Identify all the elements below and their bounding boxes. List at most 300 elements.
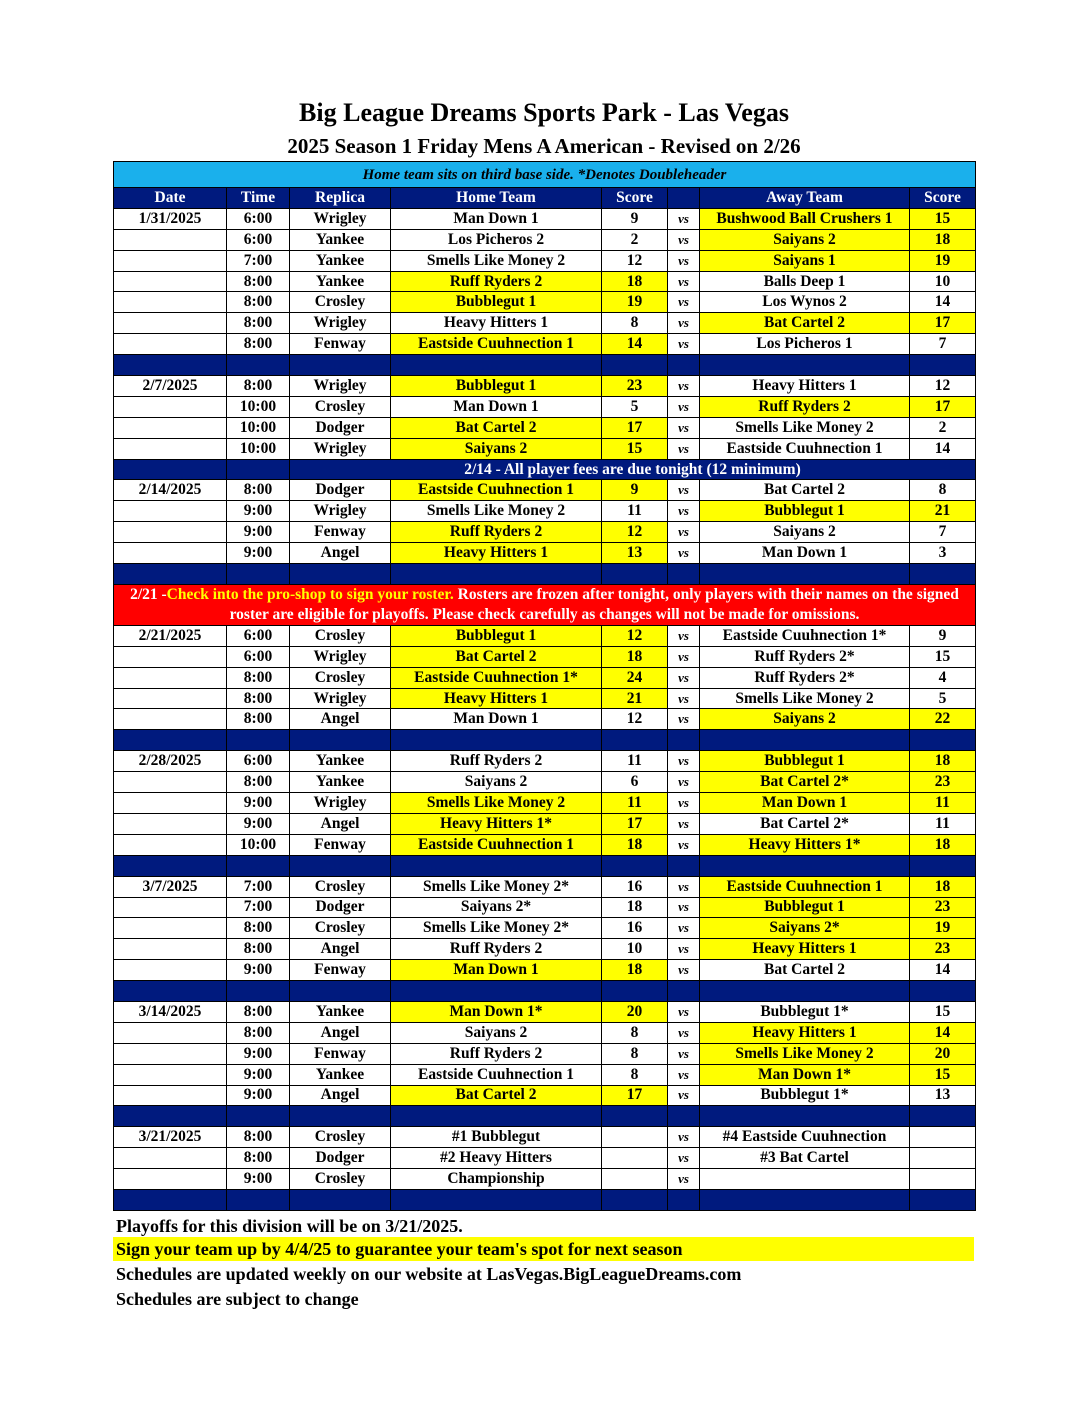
away-score: 3: [910, 543, 976, 564]
separator-cell: [910, 355, 976, 376]
away-team: Heavy Hitters 1: [700, 376, 910, 397]
away-team: #3 Bat Cartel: [700, 1148, 910, 1169]
away-team: Bubblegut 1*: [700, 1001, 910, 1022]
away-score: 23: [910, 772, 976, 793]
game-date: [114, 813, 227, 834]
away-team: Smells Like Money 2: [700, 417, 910, 438]
field-replica: Angel: [290, 543, 391, 564]
field-replica: Yankee: [290, 751, 391, 772]
away-team: Saiyans 1: [700, 250, 910, 271]
separator-cell: [910, 1189, 976, 1210]
versus-label: vs: [668, 709, 700, 730]
away-score: 10: [910, 271, 976, 292]
separator-cell: [700, 855, 910, 876]
separator-cell: [290, 730, 391, 751]
home-team: Man Down 1: [391, 960, 602, 981]
separator-cell: [227, 855, 290, 876]
info-banner: [114, 162, 976, 188]
field-replica: Crosley: [290, 292, 391, 313]
versus-label: vs: [668, 625, 700, 646]
home-score: 11: [602, 793, 668, 814]
versus-label: vs: [668, 1148, 700, 1169]
away-team: Bubblegut 1: [700, 751, 910, 772]
home-team: Man Down 1: [391, 396, 602, 417]
versus-label: vs: [668, 960, 700, 981]
versus-label: vs: [668, 271, 700, 292]
away-score: 7: [910, 334, 976, 355]
away-score: 17: [910, 396, 976, 417]
game-time: 8:00: [227, 772, 290, 793]
col-time: Time: [227, 188, 290, 209]
home-team: Championship: [391, 1169, 602, 1190]
versus-label: vs: [668, 751, 700, 772]
game-date: [114, 1022, 227, 1043]
footer-website: Schedules are updated weekly on our website at LasVegas.BigLeagueDreams.com: [116, 1264, 742, 1284]
separator-cell: [700, 1189, 910, 1210]
separator-cell: [602, 855, 668, 876]
versus-label: vs: [668, 543, 700, 564]
away-team: Saiyans 2: [700, 229, 910, 250]
field-replica: Yankee: [290, 1064, 391, 1085]
field-replica: Yankee: [290, 229, 391, 250]
field-replica: Crosley: [290, 625, 391, 646]
field-replica: Wrigley: [290, 793, 391, 814]
separator-cell: [602, 1189, 668, 1210]
away-score: 17: [910, 313, 976, 334]
separator-cell: [114, 1106, 227, 1127]
away-team: Balls Deep 1: [700, 271, 910, 292]
week-separator: [114, 564, 976, 585]
separator-cell: [114, 564, 227, 585]
away-score: 18: [910, 229, 976, 250]
col-home-score: Score: [602, 188, 668, 209]
home-score: 17: [602, 813, 668, 834]
game-row: [114, 1127, 976, 1148]
game-time: 8:00: [227, 480, 290, 501]
home-team: Eastside Cuuhnection 1: [391, 834, 602, 855]
home-team: Ruff Ryders 2: [391, 751, 602, 772]
field-replica: Crosley: [290, 876, 391, 897]
game-row: [114, 918, 976, 939]
page-title: Big League Dreams Sports Park - Las Vegas: [299, 98, 789, 127]
versus-label: vs: [668, 1064, 700, 1085]
field-replica: Crosley: [290, 667, 391, 688]
separator-cell: [290, 564, 391, 585]
away-team: Eastside Cuuhnection 1: [700, 876, 910, 897]
week-separator: [114, 1106, 976, 1127]
separator-cell: [668, 355, 700, 376]
away-score: 15: [910, 208, 976, 229]
game-date: [114, 250, 227, 271]
game-date: 1/31/2025: [114, 208, 227, 229]
game-date: [114, 709, 227, 730]
away-score: 18: [910, 834, 976, 855]
versus-label: vs: [668, 376, 700, 397]
separator-cell: [114, 981, 227, 1002]
separator-cell: [290, 855, 391, 876]
separator-cell: [290, 981, 391, 1002]
home-score: [602, 1148, 668, 1169]
versus-label: vs: [668, 292, 700, 313]
home-score: 8: [602, 1022, 668, 1043]
separator-cell: [700, 564, 910, 585]
separator-cell: [227, 1189, 290, 1210]
home-team: Man Down 1: [391, 709, 602, 730]
home-team: #1 Bubblegut: [391, 1127, 602, 1148]
home-team: Eastside Cuuhnection 1*: [391, 667, 602, 688]
col-vs: [668, 188, 700, 209]
home-team: #2 Heavy Hitters: [391, 1148, 602, 1169]
week-separator: [114, 855, 976, 876]
separator-cell: [114, 1189, 227, 1210]
away-team: Los Wynos 2: [700, 292, 910, 313]
versus-label: vs: [668, 897, 700, 918]
field-replica: Wrigley: [290, 501, 391, 522]
away-team: Bubblegut 1*: [700, 1085, 910, 1106]
home-team: Bat Cartel 2: [391, 646, 602, 667]
game-date: 2/14/2025: [114, 480, 227, 501]
home-score: 11: [602, 501, 668, 522]
versus-label: vs: [668, 334, 700, 355]
home-team: Heavy Hitters 1: [391, 313, 602, 334]
home-score: 9: [602, 208, 668, 229]
home-score: [602, 1169, 668, 1190]
game-time: 8:00: [227, 1148, 290, 1169]
home-score: 18: [602, 646, 668, 667]
game-date: 3/7/2025: [114, 876, 227, 897]
field-replica: Crosley: [290, 1127, 391, 1148]
versus-label: vs: [668, 480, 700, 501]
separator-cell: [227, 981, 290, 1002]
game-date: [114, 793, 227, 814]
versus-label: vs: [668, 1043, 700, 1064]
game-date: 3/21/2025: [114, 1127, 227, 1148]
home-score: 6: [602, 772, 668, 793]
footer-disclaimer: Schedules are subject to change: [116, 1289, 359, 1309]
field-replica: Yankee: [290, 250, 391, 271]
game-row: [114, 960, 976, 981]
away-score: [910, 1127, 976, 1148]
versus-label: vs: [668, 417, 700, 438]
away-score: 19: [910, 250, 976, 271]
field-replica: Angel: [290, 1022, 391, 1043]
game-row: [114, 271, 976, 292]
game-time: 8:00: [227, 313, 290, 334]
home-team: Bubblegut 1: [391, 625, 602, 646]
home-score: 11: [602, 751, 668, 772]
game-date: [114, 438, 227, 459]
away-team: Ruff Ryders 2: [700, 396, 910, 417]
home-team: Smells Like Money 2: [391, 250, 602, 271]
game-date: 2/21/2025: [114, 625, 227, 646]
game-date: [114, 939, 227, 960]
game-row: [114, 1064, 976, 1085]
fees-notice: 2/14 - All player fees are due tonight (12 minimum): [290, 459, 976, 480]
separator-cell: [910, 730, 976, 751]
game-date: [114, 1169, 227, 1190]
versus-label: vs: [668, 1085, 700, 1106]
separator-cell: [668, 1106, 700, 1127]
away-team: Man Down 1: [700, 543, 910, 564]
away-team: Smells Like Money 2: [700, 688, 910, 709]
home-score: 19: [602, 292, 668, 313]
game-date: [114, 667, 227, 688]
away-team: Saiyans 2: [700, 709, 910, 730]
versus-label: vs: [668, 834, 700, 855]
home-team: Saiyans 2: [391, 772, 602, 793]
field-replica: Wrigley: [290, 438, 391, 459]
away-team: Man Down 1: [700, 793, 910, 814]
versus-label: vs: [668, 1169, 700, 1190]
away-team: Eastside Cuuhnection 1*: [700, 625, 910, 646]
home-score: 15: [602, 438, 668, 459]
game-date: [114, 1043, 227, 1064]
versus-label: vs: [668, 688, 700, 709]
banner-text: Home team sits on third base side. *Denotes Doubleheader: [114, 162, 976, 188]
game-row: [114, 939, 976, 960]
separator-cell: [910, 855, 976, 876]
away-team: Los Picheros 1: [700, 334, 910, 355]
separator-cell: [668, 981, 700, 1002]
separator-cell: [114, 730, 227, 751]
away-score: 14: [910, 438, 976, 459]
game-time: 8:00: [227, 1022, 290, 1043]
game-date: [114, 417, 227, 438]
away-score: 18: [910, 876, 976, 897]
game-date: [114, 229, 227, 250]
game-row: [114, 1169, 976, 1190]
home-score: 18: [602, 271, 668, 292]
notice-rest: Rosters are frozen after tonight, only players with their names on the signed roster are eligible for playoffs. Please check carefully as changes will not be made for omissions.: [229, 585, 959, 623]
away-score: [910, 1148, 976, 1169]
field-replica: Crosley: [290, 918, 391, 939]
away-team: Ruff Ryders 2*: [700, 646, 910, 667]
away-team: Smells Like Money 2: [700, 1043, 910, 1064]
field-replica: Yankee: [290, 772, 391, 793]
game-time: 10:00: [227, 834, 290, 855]
field-replica: Angel: [290, 1085, 391, 1106]
separator-cell: [391, 730, 602, 751]
away-team: Bat Cartel 2: [700, 480, 910, 501]
game-time: 8:00: [227, 271, 290, 292]
field-replica: Fenway: [290, 334, 391, 355]
field-replica: Wrigley: [290, 208, 391, 229]
separator-cell: [910, 564, 976, 585]
home-team: Man Down 1*: [391, 1001, 602, 1022]
game-date: [114, 1064, 227, 1085]
game-time: 10:00: [227, 396, 290, 417]
game-time: 9:00: [227, 1064, 290, 1085]
versus-label: vs: [668, 229, 700, 250]
game-time: 9:00: [227, 1085, 290, 1106]
field-replica: Angel: [290, 939, 391, 960]
field-replica: Wrigley: [290, 646, 391, 667]
game-time: 9:00: [227, 1169, 290, 1190]
game-time: 9:00: [227, 793, 290, 814]
separator-cell: [700, 981, 910, 1002]
field-replica: Dodger: [290, 480, 391, 501]
versus-label: vs: [668, 501, 700, 522]
game-date: [114, 501, 227, 522]
field-replica: Dodger: [290, 897, 391, 918]
home-score: 8: [602, 1064, 668, 1085]
home-team: Bat Cartel 2: [391, 1085, 602, 1106]
game-row: [114, 396, 976, 417]
separator-cell: [668, 1189, 700, 1210]
away-score: 11: [910, 813, 976, 834]
home-score: 12: [602, 709, 668, 730]
game-row: [114, 1148, 976, 1169]
home-team: Ruff Ryders 2: [391, 1043, 602, 1064]
away-score: 7: [910, 522, 976, 543]
away-score: 15: [910, 1064, 976, 1085]
away-team: Bat Cartel 2*: [700, 772, 910, 793]
away-score: 8: [910, 480, 976, 501]
home-score: 8: [602, 313, 668, 334]
game-time: 9:00: [227, 960, 290, 981]
home-score: 18: [602, 897, 668, 918]
away-score: 12: [910, 376, 976, 397]
game-time: 6:00: [227, 229, 290, 250]
home-team: Bubblegut 1: [391, 376, 602, 397]
versus-label: vs: [668, 772, 700, 793]
game-row: [114, 793, 976, 814]
game-date: 2/28/2025: [114, 751, 227, 772]
game-row: [114, 1043, 976, 1064]
game-row: [114, 543, 976, 564]
away-score: 2: [910, 417, 976, 438]
field-replica: Angel: [290, 709, 391, 730]
home-score: 12: [602, 250, 668, 271]
game-date: 2/7/2025: [114, 376, 227, 397]
field-replica: Yankee: [290, 1001, 391, 1022]
game-date: [114, 918, 227, 939]
separator-cell: [668, 855, 700, 876]
away-team: Saiyans 2: [700, 522, 910, 543]
game-row: [114, 646, 976, 667]
game-time: 9:00: [227, 1043, 290, 1064]
game-time: 8:00: [227, 376, 290, 397]
separator-cell: [391, 355, 602, 376]
notice-highlight: Check into the pro-shop to sign your roster.: [166, 585, 454, 603]
versus-label: vs: [668, 438, 700, 459]
home-team: Smells Like Money 2: [391, 501, 602, 522]
away-score: 14: [910, 292, 976, 313]
game-row: [114, 208, 976, 229]
game-time: 8:00: [227, 1001, 290, 1022]
separator-cell: [227, 730, 290, 751]
away-team: Eastside Cuuhnection 1: [700, 438, 910, 459]
game-time: 8:00: [227, 1127, 290, 1148]
game-time: 6:00: [227, 625, 290, 646]
game-date: 3/14/2025: [114, 1001, 227, 1022]
home-score: 13: [602, 543, 668, 564]
versus-label: vs: [668, 918, 700, 939]
game-time: 6:00: [227, 208, 290, 229]
game-row: [114, 438, 976, 459]
game-row: [114, 876, 976, 897]
home-score: 20: [602, 1001, 668, 1022]
schedule-table: [113, 161, 976, 1211]
field-replica: Crosley: [290, 396, 391, 417]
separator-cell: [602, 981, 668, 1002]
game-date: [114, 313, 227, 334]
field-replica: Crosley: [290, 1169, 391, 1190]
versus-label: vs: [668, 813, 700, 834]
field-replica: Wrigley: [290, 688, 391, 709]
home-team: Eastside Cuuhnection 1: [391, 1064, 602, 1085]
away-team: [700, 1169, 910, 1190]
col-away-score: Score: [910, 188, 976, 209]
footer-signup: Sign your team up by 4/4/25 to guarantee your team's spot for next season: [113, 1237, 974, 1261]
away-score: [910, 1169, 976, 1190]
home-team: Smells Like Money 2: [391, 793, 602, 814]
col-away-team: Away Team: [700, 188, 910, 209]
away-score: 15: [910, 1001, 976, 1022]
game-time: 9:00: [227, 813, 290, 834]
game-row: [114, 313, 976, 334]
separator-cell: [910, 1106, 976, 1127]
separator-cell: [602, 1106, 668, 1127]
home-score: 24: [602, 667, 668, 688]
notice-lead: 2/21 -: [130, 585, 167, 603]
away-score: 22: [910, 709, 976, 730]
notice-spacer: [114, 459, 227, 480]
game-time: 8:00: [227, 939, 290, 960]
home-score: 9: [602, 480, 668, 501]
game-time: 9:00: [227, 522, 290, 543]
versus-label: vs: [668, 793, 700, 814]
game-date: [114, 772, 227, 793]
game-time: 8:00: [227, 334, 290, 355]
home-score: 21: [602, 688, 668, 709]
fees-notice-row: [114, 459, 976, 480]
game-date: [114, 688, 227, 709]
game-row: [114, 751, 976, 772]
game-time: 6:00: [227, 646, 290, 667]
game-date: [114, 834, 227, 855]
game-row: [114, 709, 976, 730]
away-score: 18: [910, 751, 976, 772]
home-team: Saiyans 2: [391, 1022, 602, 1043]
separator-cell: [391, 855, 602, 876]
home-score: 5: [602, 396, 668, 417]
col-home-team: Home Team: [391, 188, 602, 209]
separator-cell: [700, 355, 910, 376]
game-row: [114, 376, 976, 397]
away-score: 9: [910, 625, 976, 646]
separator-cell: [290, 1106, 391, 1127]
away-team: Bubblegut 1: [700, 897, 910, 918]
away-score: 19: [910, 918, 976, 939]
home-team: Saiyans 2*: [391, 897, 602, 918]
game-time: 10:00: [227, 417, 290, 438]
game-row: [114, 417, 976, 438]
away-score: 20: [910, 1043, 976, 1064]
away-team: Bat Cartel 2: [700, 313, 910, 334]
versus-label: vs: [668, 876, 700, 897]
versus-label: vs: [668, 1001, 700, 1022]
game-row: [114, 813, 976, 834]
home-team: Ruff Ryders 2: [391, 939, 602, 960]
game-time: 7:00: [227, 876, 290, 897]
versus-label: vs: [668, 1022, 700, 1043]
home-team: Heavy Hitters 1: [391, 543, 602, 564]
away-team: Heavy Hitters 1: [700, 939, 910, 960]
separator-cell: [602, 355, 668, 376]
home-team: Eastside Cuuhnection 1: [391, 334, 602, 355]
game-row: [114, 1022, 976, 1043]
